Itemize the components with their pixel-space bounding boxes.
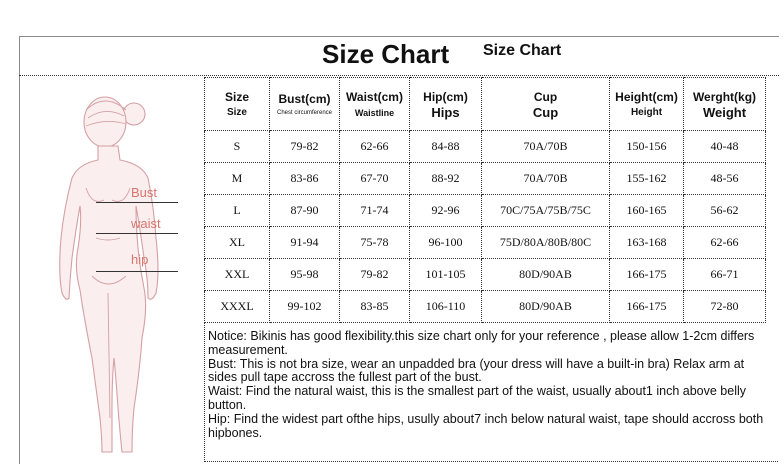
cell-weight: 40-48: [684, 131, 766, 163]
cell-bust: 91-94: [270, 227, 340, 259]
table-row: [205, 163, 766, 195]
waist-label: waist: [131, 216, 161, 231]
cell-waist: 79-82: [340, 259, 410, 291]
notes-section: [208, 330, 768, 440]
cell-cup: 70C/75A/75B/75C: [482, 195, 610, 227]
notes-left-border: [204, 322, 205, 462]
cell-waist: 67-70: [340, 163, 410, 195]
cell-weight: 72-80: [684, 291, 766, 323]
waist-note: Waist: Find the natural waist, this is the smallest part of the waist, usually about1 inch above belly button.: [208, 384, 746, 412]
cell-cup: 70A/70B: [482, 163, 610, 195]
cell-height: 166-175: [610, 291, 684, 323]
table-row: [205, 227, 766, 259]
cell-bust: 83-86: [270, 163, 340, 195]
cell-bust: 79-82: [270, 131, 340, 163]
bust-note: Bust: This is not bra size, wear an unpadded bra (your dress will have a built-in bra) Relax arm at sides pull tape accross the fullest part of the bust.: [208, 356, 745, 385]
header-waist: Waist(cm) Waistline: [340, 78, 410, 131]
cell-bust: 95-98: [270, 259, 340, 291]
header-size: Size Size: [205, 78, 270, 131]
cell-size: S: [205, 131, 270, 163]
size-table: [204, 77, 766, 323]
cell-bust: 99-102: [270, 291, 340, 323]
cell-bust: 87-90: [270, 195, 340, 227]
cell-size: XXL: [205, 259, 270, 291]
table-row: [205, 131, 766, 163]
cell-waist: 75-78: [340, 227, 410, 259]
page-title: Size Chart: [322, 39, 450, 69]
cell-height: 160-165: [610, 195, 684, 227]
table-row: [205, 291, 766, 323]
header-height: Height(cm) Height: [610, 78, 684, 131]
hip-label: hip: [131, 252, 149, 267]
cell-size: XXXL: [205, 291, 270, 323]
header-hip: Hip(cm) Hips: [410, 78, 482, 131]
cell-weight: 56-62: [684, 195, 766, 227]
table-row: [205, 195, 766, 227]
cell-cup: 75D/80A/80B/80C: [482, 227, 610, 259]
waist-line: [96, 233, 178, 234]
bust-line: [96, 202, 178, 203]
notice-note: Notice: Bikinis has good flexibility.this size chart only for your reference , please allow 1-2cm differs measurement.: [208, 329, 755, 357]
cell-hip: 101-105: [410, 259, 482, 291]
cell-waist: 71-74: [340, 195, 410, 227]
body-figure-illustration: [48, 88, 188, 458]
cell-cup: 80D/90AB: [482, 291, 610, 323]
table-header-row: [205, 78, 766, 131]
cell-hip: 88-92: [410, 163, 482, 195]
cell-cup: 70A/70B: [482, 131, 610, 163]
cell-cup: 80D/90AB: [482, 259, 610, 291]
cell-height: 166-175: [610, 259, 684, 291]
table-row: [205, 259, 766, 291]
cell-hip: 96-100: [410, 227, 482, 259]
cell-size: L: [205, 195, 270, 227]
hip-note: Hip: Find the widest part ofthe hips, usully about7 inch below natural waist, tape should accross both hipbones.: [208, 411, 764, 440]
cell-waist: 62-66: [340, 131, 410, 163]
cell-waist: 83-85: [340, 291, 410, 323]
cell-size: M: [205, 163, 270, 195]
header-bust: Bust(cm) Chest circumference: [270, 78, 340, 131]
header-weight: Werght(kg) Weight: [684, 78, 766, 131]
cell-height: 150-156: [610, 131, 684, 163]
hip-line: [96, 271, 178, 272]
page-subtitle: Size Chart: [483, 42, 562, 59]
cell-hip: 106-110: [410, 291, 482, 323]
cell-hip: 84-88: [410, 131, 482, 163]
cell-weight: 48-56: [684, 163, 766, 195]
bust-label: Bust: [131, 185, 158, 200]
cell-hip: 92-96: [410, 195, 482, 227]
cell-weight: 62-66: [684, 227, 766, 259]
cell-weight: 66-71: [684, 259, 766, 291]
header-divider: [19, 75, 779, 76]
cell-height: 155-162: [610, 163, 684, 195]
notes-bottom-border: [204, 461, 778, 462]
header-cup: Cup Cup: [482, 78, 610, 131]
cell-size: XL: [205, 227, 270, 259]
cell-height: 163-168: [610, 227, 684, 259]
